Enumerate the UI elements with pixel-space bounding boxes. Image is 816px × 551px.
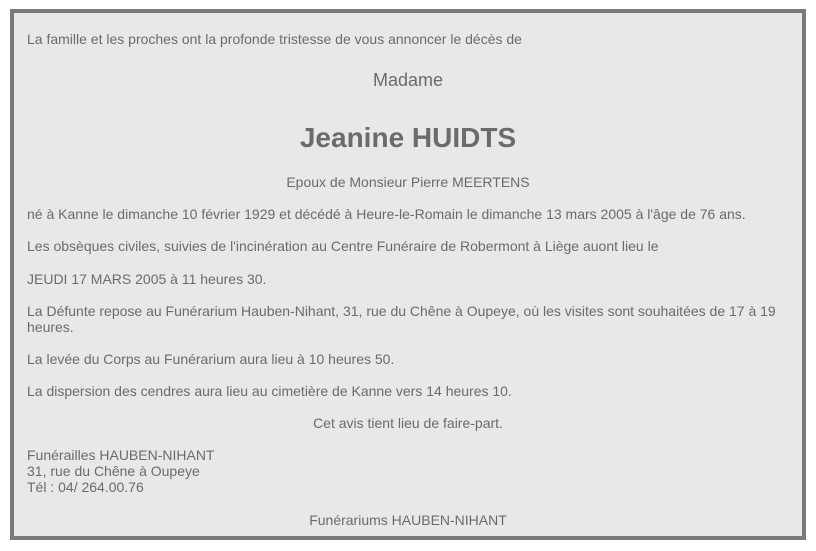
intro-text: La famille et les proches ont la profonde tristesse de vous annoncer le décès de <box>27 31 522 47</box>
signature-text: Funérariums HAUBEN-NIHANT <box>309 512 507 528</box>
funeral-date-text: JEUDI 17 MARS 2005 à 11 heures 30. <box>27 271 267 287</box>
contact-address: 31, rue du Chêne à Oupeye <box>27 463 200 479</box>
body-removal-text: La levée du Corps au Funérarium aura lieu à 10 heures 50. <box>27 351 395 367</box>
rest-text: La Défunte repose au Funérarium Hauben-Nihant, 31, rue du Chêne à Oupeye, où les visites sont souhaitées de 17 à 19 heures. <box>27 303 776 335</box>
funeral-intro-text: Les obsèques civiles, suivies de l'incinération au Centre Funéraire de Robermont à Liège auont lieu le <box>27 238 659 254</box>
birth-death-text: né à Kanne le dimanche 10 février 1929 et décédé à Heure-le-Romain le dimanche 13 mars 2005 à l'âge de 76 ans. <box>27 206 746 222</box>
ashes-text: La dispersion des cendres aura lieu au cimetière de Kanne vers 14 heures 10. <box>27 383 512 399</box>
salutation: Madame <box>372 70 444 90</box>
deceased-name: Jeanine HUIDTS <box>299 122 517 153</box>
contact-phone: Tél : 04/ 264.00.76 <box>27 479 144 495</box>
faire-part-text: Cet avis tient lieu de faire-part. <box>313 415 503 431</box>
contact-block <box>27 447 789 495</box>
obituary-notice <box>10 9 806 540</box>
contact-company: Funérailles HAUBEN-NIHANT <box>27 447 215 463</box>
spouse-text: Epoux de Monsieur Pierre MEERTENS <box>286 174 530 190</box>
